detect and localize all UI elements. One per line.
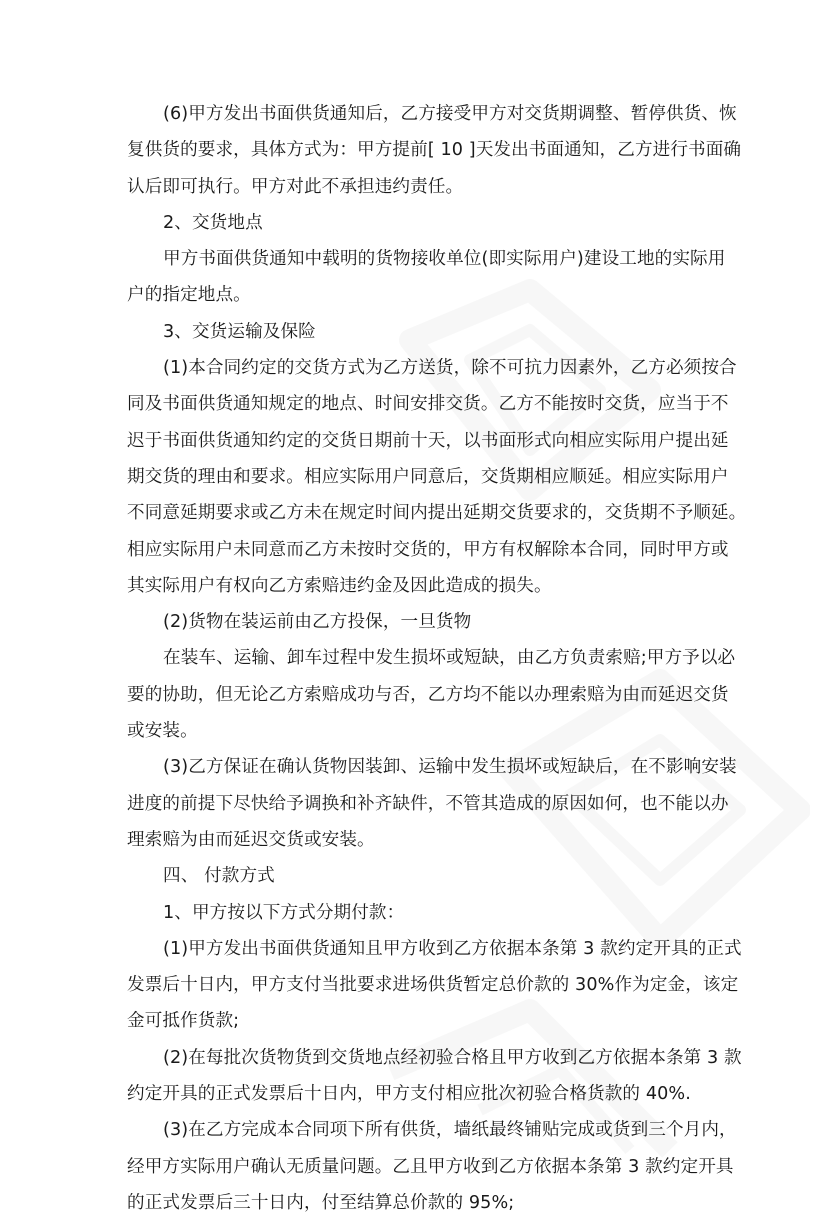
- document-line: 或安装。: [127, 721, 198, 742]
- document-line: (6)甲方发出书面供货通知后，乙方接受甲方对交货期调整、暂停供货、恢: [163, 104, 737, 124]
- document-line: 进度的前提下尽快给予调换和补齐缺件，不管其造成的原因如何，也不能以办: [127, 793, 729, 814]
- document-line: 四、 付款方式: [163, 866, 275, 887]
- document-line: 在装车、运输、卸车过程中发生损坏或短缺，由乙方负责索赔;甲方予以必: [163, 648, 736, 669]
- document-line: 1、甲方按以下方式分期付款：: [163, 902, 405, 923]
- document-line: 认后即可执行。甲方对此不承担违约责任。: [127, 176, 464, 197]
- document-line: 3、交货运输及保险: [163, 321, 316, 342]
- document-line: 甲方书面供货通知中载明的货物接收单位(即实际用户)建设工地的实际用: [163, 249, 726, 270]
- document-line: 相应实际用户未同意而乙方未按时交货的，甲方有权解除本合同，同时甲方或: [127, 539, 729, 560]
- document-line: 约定开具的正式发票后十日内，甲方支付相应批次初验合格货款的 40%.: [127, 1084, 691, 1105]
- document-line: 期交货的理由和要求。相应实际用户同意后，交货期相应顺延。相应实际用户: [127, 466, 729, 487]
- document-line: 其实际用户有权向乙方索赔违约金及因此造成的损失。: [127, 575, 552, 596]
- document-page: [127, 96, 747, 1221]
- document-line: 户的指定地点。: [127, 285, 251, 306]
- document-line: (2)在每批次货物货到交货地点经初验合格且甲方收到乙方依据本条第 3 款: [163, 1047, 742, 1068]
- document-line: (3)在乙方完成本合同项下所有供货，墙纸最终铺贴完成或货到三个月内，: [163, 1120, 737, 1141]
- document-line: 复供货的要求，具体方式为：甲方提前[ 10 ]天发出书面通知，乙方进行书面确: [127, 140, 742, 161]
- document-line: 理索赔为由而延迟交货或安装。: [127, 829, 375, 850]
- document-line: 经甲方实际用户确认无质量问题。乙且甲方收到乙方依据本条第 3 款约定开具: [127, 1156, 734, 1177]
- document-line: 金可抵作货款;: [127, 1011, 240, 1032]
- document-line: (1)本合同约定的交货方式为乙方送货，除不可抗力因素外，乙方必须按合: [163, 358, 737, 379]
- document-line: 的正式发票后三十日内，付至结算总价款的 95%;: [127, 1192, 515, 1213]
- document-line: 2、交货地点: [163, 212, 263, 233]
- document-line: 迟于书面供货通知约定的交货日期前十天，以书面形式向相应实际用户提出延: [127, 430, 729, 451]
- document-line: 要的协助，但无论乙方索赔成功与否，乙方均不能以办理索赔为由而延迟交货: [127, 684, 729, 705]
- document-line: 同及书面供货通知规定的地点、时间安排交货。乙方不能按时交货，应当于不: [127, 394, 729, 415]
- document-line: (2)货物在装运前由乙方投保，一旦货物: [163, 612, 472, 633]
- document-line: 不同意延期要求或乙方未在规定时间内提出延期交货要求的，交货期不予顺延。: [127, 503, 747, 524]
- document-line: (3)乙方保证在确认货物因装卸、运输中发生损坏或短缺后，在不影响安装: [163, 757, 737, 778]
- document-line: (1)甲方发出书面供货通知且甲方收到乙方依据本条第 3 款约定开具的正式: [163, 938, 742, 959]
- document-line: 发票后十日内，甲方支付当批要求进场供货暂定总价款的 30%作为定金，该定: [127, 975, 739, 996]
